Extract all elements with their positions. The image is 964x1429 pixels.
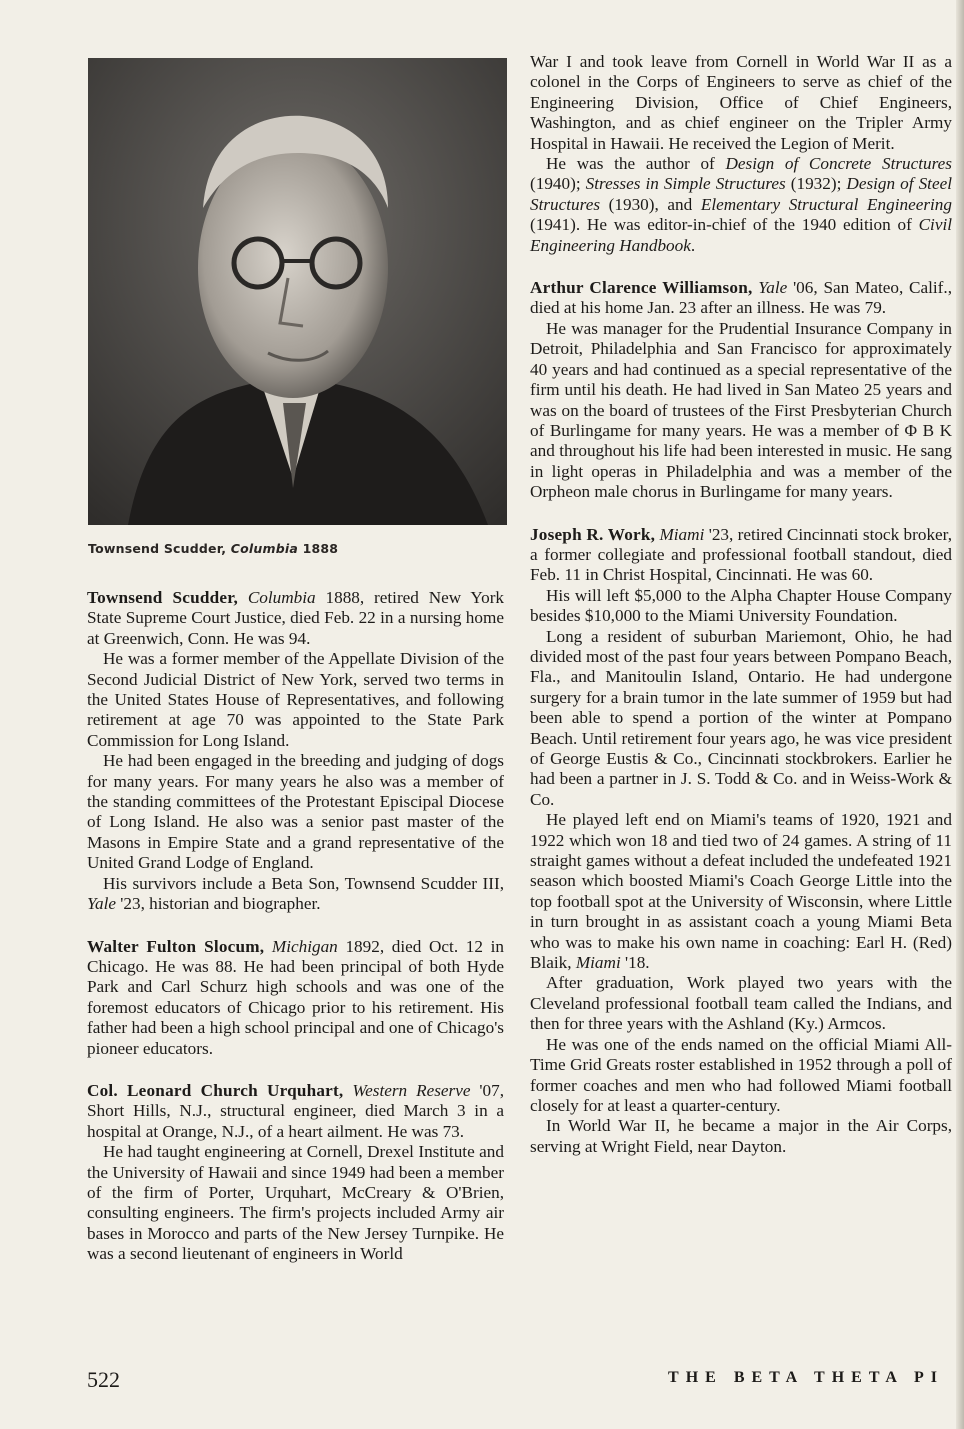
portrait-image [88,58,507,525]
page-number: 522 [87,1367,120,1392]
obit-text: His survivors include a Beta Son, Townsend Scudder III, [103,873,504,893]
obit-school: Western Reserve [352,1080,471,1100]
caption-school: Columbia [230,541,298,556]
caption-year: 1888 [302,541,339,556]
obit-paragraph: Long a resident of suburban Mariemont, Ohio, he had divided most of the past four years between Pompano Beach, Fla., and Manitoulin Island, Ontario. He had undergone surgery for a brain tumor in the late summer of 1959 but had been able to spend a portion of the winter at Pompano Beach. Until retirement four years ago, he was vice president of George Eustis & Co., Cincinnati stockbrokers. Earlier he had been a partner in J. S. Todd & Co. and in Weiss-Work & Co. [530,626,952,809]
obit-name: Col. Leonard Church Urquhart, [87,1080,344,1100]
obit-paragraph: He had taught engineering at Cornell, Drexel Institute and the University of Hawaii and since 1949 had been a member of the firm of Porter, Urquhart, McCreary & O'Brien, consulting engineers. The firm's projects included Army air bases in Morocco and parts of the New Jersey Turnpike. He was a second lieutenant of engineers in World [87,1142,504,1264]
obit-paragraph: He had been engaged in the breeding and judging of dogs for many years. For many years he also was a member of the standing committees of the Protestant Episcipal Diocese of Long Island. He also was a senior past master of the Masons in Empire State and a grand representative of the United Grand Lodge of England. [87,751,504,873]
book-title: Elementary Structural Engineering [700,194,952,214]
obit-name: Arthur Clarence Williamson, [530,278,753,298]
obit-name: Townsend Scudder, [87,588,238,607]
obit-name: Joseph R. Work, [530,524,656,544]
obit-text: (1941). He was editor-in-chief of the 1940 edition of [530,215,919,235]
obit-text: (1932); [785,174,847,194]
obit-lead: 1892, died Oct. 12 in Chicago. He was 88. He had been principal of both Hyde Park and Carl Schurz high schools and was one of the foremost educators of Chicago prior to his retirement. His father had been a high school principal and one of Chicago's pioneer educators. [87,936,505,1058]
obit-paragraph: After graduation, Work played two years with the Cleveland professional football team called the Indians, and then for three years with the Ashland (Ky.) Armcos. [530,973,952,1034]
obit-text: . [690,235,696,255]
obit-school: Miami [659,524,705,544]
obit-paragraph: He was one of the ends named on the official Miami All-Time Grid Greats roster established in 1952 through a poll of former coaches and men who had followed Miami football closely for at least a quarter-century. [530,1034,952,1115]
obituary-urquhart [87,1081,504,1265]
obit-school: Yale [87,894,116,914]
obit-text: He played left end on Miami's teams of 1920, 1921 and 1922 which won 18 and tied two of 24 games. A string of 11 straight games without a defeat included the undefeated 1921 season which boosted Miami's Coach George Little into the top football spot at the University of Wisconsin, where Little in turn brought in as assistant coach a young Miami Beta who was to make his own name in coaching: Earl H. (Red) Blaik, [530,810,952,973]
page-edge [956,0,964,1429]
obituary-williamson [530,278,952,502]
obit-school: Yale [758,278,788,298]
obit-school: Columbia [247,588,316,607]
obit-paragraph: He was a former member of the Appellate Division of the Second Judicial District of New York, served two terms in the United States House of Representatives, and following retirement at age 70 was appointed to the State Park Commission for Long Island. [87,649,504,750]
book-title: Design of Concrete Structures [725,154,952,174]
obituary-urquhart-continued [530,52,952,256]
obit-text: (1930), and [600,194,701,214]
obituary-slocum [87,937,504,1059]
obit-text: (1940); [530,174,586,194]
obit-paragraph: In World War II, he became a major in the Air Corps, serving at Wright Field, near Dayton. [530,1116,952,1156]
left-column [87,588,504,1287]
obit-school: Michigan [271,936,338,956]
obituary-work [530,525,952,1158]
obit-text: '23, historian and biographer. [115,894,321,914]
running-head: THE BETA THETA PI [668,1369,944,1386]
book-title: Stresses in Simple Structures [585,174,786,194]
obit-text: '18. [620,953,650,973]
obituary-scudder [87,588,504,915]
right-column [530,52,952,1179]
obit-paragraph: His will left $5,000 to the Alpha Chapter House Company besides $10,000 to the Miami University Foundation. [530,585,952,626]
book-title: Civil Engineering Handbook [530,215,952,255]
obit-paragraph: He was manager for the Prudential Insurance Company in Detroit, Philadelphia and San Francisco for approximately 40 years and had continued as a special representative of the firm until his death. He had lived in San Mateo 25 years and was on the board of trustees of the First Presbyterian Church of Burlingame for many years. He was a member of Φ B K and throughout his life had been interested in music. He sang in light operas in Philadelphia and was a member of the Orpheon male chorus in Burlingame for many years. [530,318,952,502]
portrait-photo [88,58,507,525]
obit-text: He was the author of [546,154,726,174]
obit-lead: '23, retired Cincinnati stock broker, a former collegiate and professional football standout, died Feb. 11 in Christ Hospital, Cincinnati. He was 60. [530,524,952,585]
obit-school: Miami [575,953,621,973]
photo-caption [88,541,338,556]
obit-lead: 1888, retired New York State Supreme Court Justice, died Feb. 22 in a nursing home at Greenwich, Conn. He was 94. [87,588,505,648]
caption-name: Townsend Scudder, [88,541,227,556]
obit-lead: '07, Short Hills, N.J., structural engineer, died March 3 in a hospital at Orange, N.J., of a heart ailment. He was 73. [87,1080,504,1141]
obit-name: Walter Fulton Slocum, [87,936,265,956]
obit-lead: '06, San Mateo, Calif., died at his home Jan. 23 after an illness. He was 79. [530,278,952,318]
book-title: Design of Steel Structures [530,174,952,214]
obit-paragraph: War I and took leave from Cornell in World War II as a colonel in the Corps of Engineers to serve as chief of the Engineering Division, Office of Chief Engineers, Washington, and as chief engineer on the Tripler Army Hospital in Hawaii. He received the Legion of Merit. [530,52,952,153]
